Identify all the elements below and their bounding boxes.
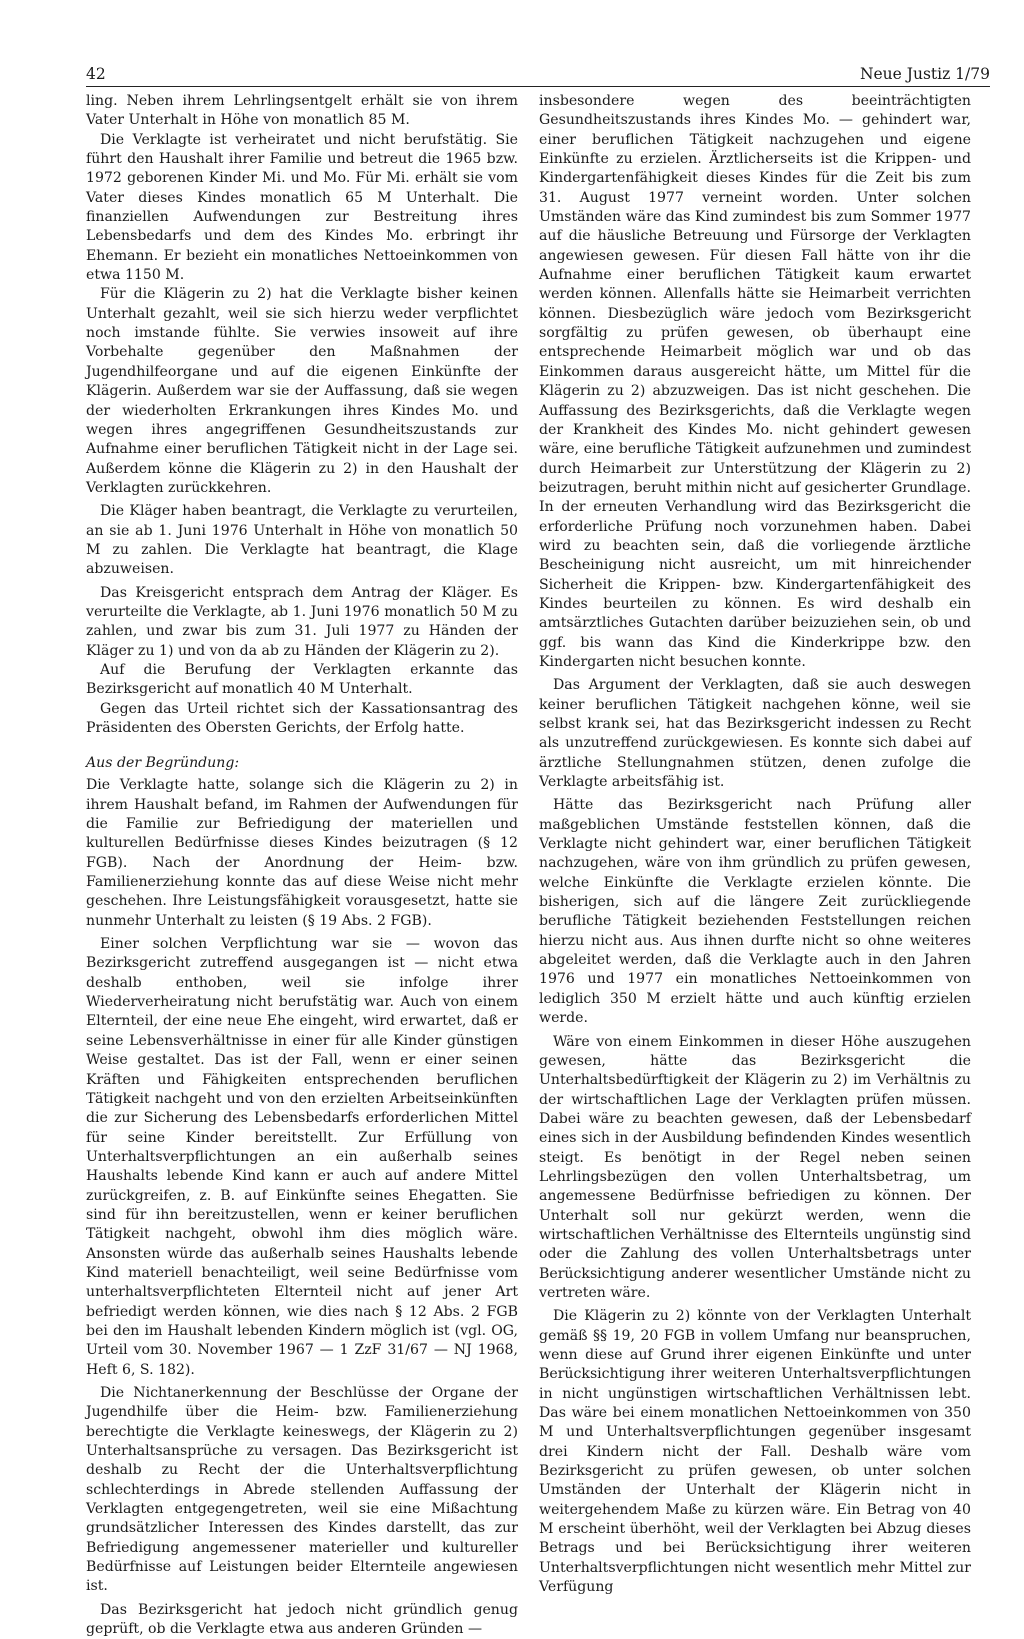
page-number: 42 [86,65,106,83]
section-heading: Aus der Begründung: [86,755,240,772]
paragraph: Die Kläger haben beantragt, die Verklagte zu verurteilen, an sie ab 1. Juni 1976 Unterhalt in Höhe von monatlich 50 M zu zahlen. Die Verklagte hat beantragt, die Klage abzuweisen. [86,503,518,578]
paragraph: Einer solchen Verpflichtung war sie — wovon das Bezirksgericht zutreffend ausgegangen ist — nicht etwa deshalb enthoben, weil sie infolge ihrer Wiederverheiratung nicht berufstätig war. Auch von einem Elternteil, der eine neue Ehe eingeht, wird erwartet, daß er seine Lebensverhältnisse in einer für alle Kinder günstigen Weise gestaltet. Das ist der Fall, wenn er einer seinen Kräften und Fähigkeiten entsprechenden beruflichen Tätigkeit nachgeht und von den erzielten Arbeitseinkünften die zur Sicherung des Lebensbedarfs erforderlichen Mittel für seine Kinder bereitstellt. Zur Erfüllung von Unterhaltsverpflichtungen an ein außerhalb seines Haushalts lebende Kind kann er auch auf andere Mittel zurückgreifen, z. B. auf Einkünfte seines Ehegatten. Sie sind für ihn bereitzustellen, wenn er keiner beruflichen Tätigkeit nachgeht, obwohl ihm dies möglich wäre. Ansonsten würde das außerhalb seines Haushalts lebende Kind materiell benachteiligt, weil seine Bedürfnisse vom unterhaltsverpflichteten Elternteil nicht auf jener Art befriedigt werden können, wie dies nach § 12 Abs. 2 FGB bei den im Haushalt lebenden Kindern möglich ist (vgl. OG, Urteil vom 30. November 1967 — 1 ZzF 31/67 — NJ 1968, Heft 6, S. 182). [86,936,518,1378]
paragraph: insbesondere wegen des beeinträchtigten Gesundheitszustands ihres Kindes Mo. — gehindert war, einer beruflichen Tätigkeit nachzugehen und eigene Einkünfte zu erzielen. Ärztlicherseits ist die Krippen- und Kindergartenfähigkeit dieses Kindes für die Zeit bis zum 31. August 1977 verneint worden. Unter solchen Umständen wäre das Kind zumindest bis zum Sommer 1977 auf die häusliche Betreuung und Fürsorge der Verklagten angewiesen gewesen. Für diesen Fall hätte von ihr die Aufnahme einer beruflichen Tätigkeit kaum erwartet werden können. Allenfalls hätte sie Heimarbeit verrichten können. Diesbezüglich wäre jedoch vom Bezirksgericht sorgfältig zu prüfen gewesen, ob überhaupt eine entsprechende Heimarbeit möglich war und ob das Einkommen daraus ausgereicht hätte, um Mittel für die Klägerin zu 2) abzuzweigen. Das ist nicht geschehen. Die Auffassung des Bezirksgerichts, daß die Verklagte wegen der Krankheit des Kindes Mo. nicht gehindert gewesen wäre, eine berufliche Tätigkeit aufzunehmen und zumindest durch Heimarbeit zur Unterstützung der Klägerin zu 2) beizutragen, beruht mithin nicht auf gesicherter Grundlage. In der erneuten Verhandlung wird das Bezirksgericht die erforderliche Prüfung noch vorzunehmen haben. Dabei wird zu beachten sein, daß die vorliegende ärztliche Bescheinigung nicht ausreicht, um mit hinreichender Sicherheit die Krippen- bzw. Kindergartenfähigkeit des Kindes beurteilen zu können. Es wird deshalb ein amtsärztliches Gutachten darüber beizuziehen sein, ob und ggf. bis wann das Kind die Kinderkrippe bzw. den Kindergarten nicht besuchen konnte. [539,93,971,670]
paragraph: Die Verklagte ist verheiratet und nicht berufstätig. Sie führt den Haushalt ihrer Familie und betreut die 1965 bzw. 1972 geborenen Kinder Mi. und Mo. Für Mi. erhält sie vom Vater dieses Kindes monatlich 65 M Unterhalt. Die finanziellen Aufwendungen zur Bestreitung ihres Lebensbedarfs und dem des Kindes Mo. erbringt ihr Ehemann. Er bezieht ein monatliches Nettoeinkommen von etwa 1150 M. [86,131,518,284]
paragraph: Wäre von einem Einkommen in dieser Höhe auszugehen gewesen, hätte das Bezirksgericht die Unterhaltsbedürftigkeit der Klägerin zu 2) im Verhältnis zu der wirtschaftlichen Lage der Verklagten prüfen müssen. Dabei wäre zu beachten gewesen, daß der Lebensbedarf eines sich in der Ausbildung befindenden Kindes wesentlich steigt. Es benötigt in der Regel neben seinen Lehrlingsbezügen den vollen Unterhaltsbetrag, um angemessene Bedürfnisse befriedigen zu können. Der Unterhalt soll nur gekürzt werden, wenn die wirtschaftlichen Verhältnisse des Elternteils ungünstig sind oder die Zahlung des vollen Unterhaltsbetrags unter Berücksichtigung anderer wesentlicher Umstände nicht zu vertreten wäre. [539,1033,971,1301]
paragraph: Hätte das Bezirksgericht nach Prüfung aller maßgeblichen Umstände feststellen können, daß die Verklagte nicht gehindert war, einer beruflichen Tätigkeit nachzugehen, wäre von ihm gründlich zu prüfen gewesen, welche Einkünfte die Verklagte erzielen könnte. Die bisherigen, sich auf die längere Zeit zurückliegende berufliche Tätigkeit beziehenden Feststellungen reichen hierzu nicht aus. Aus ihnen durfte nicht so ohne weiteres abgeleitet werden, daß die Verklagte auch in den Jahren 1976 und 1977 ein monatliches Nettoeinkommen von lediglich 350 M erzielt hätte und auch künftig erzielen werde. [539,797,971,1027]
paragraph: Auf die Berufung der Verklagten erkannte das Bezirksgericht auf monatlich 40 M Unterhalt. [86,661,518,698]
paragraph: Die Nichtanerkennung der Beschlüsse der Organe der Jugendhilfe über die Heim- bzw. Familienerziehung berechtigte die Verklagte keineswegs, der Klägerin zu 2) Unterhaltsansprüche zu versagen. Das Bezirksgericht ist deshalb zu Recht der die Unterhaltsverpflichtung schlechterdings in Abrede stellenden Auffassung der Verklagten entgegengetreten, weil sie eine Mißachtung grundsätzlicher Interessen des Kindes darstellt, das zur Befriedigung angemessener materieller und kultureller Bedürfnisse auf Leistungen beider Elternteile angewiesen ist. [86,1385,518,1595]
paragraph: Gegen das Urteil richtet sich der Kassationsantrag des Präsidenten des Obersten Gerichts, der Erfolg hatte. [86,700,518,736]
paragraph: Das Bezirksgericht hat jedoch nicht gründlich genug geprüft, ob die Verklagte etwa aus anderen Gründen — [86,1601,518,1638]
paragraph: Für die Klägerin zu 2) hat die Verklagte bisher keinen Unterhalt gezahlt, weil sie sich hierzu weder verpflichtet noch imstande fühlte. Sie verwies insoweit auf ihre Vorbehalte gegenüber den Maßnahmen der Jugendhilfeorgane und auf die eigenen Einkünfte der Klägerin. Außerdem war sie der Auffassung, daß sie wegen der wiederholten Erkrankungen ihres Kindes Mo. und wegen ihres angegriffenen Gesundheitszustands zur Aufnahme einer beruflichen Tätigkeit nicht in der Lage sei. Außerdem könne die Klägerin zu 2) in den Haushalt der Verklagten zurückkehren. [86,286,518,496]
header-rule [86,86,990,87]
journal-title: Neue Justiz 1/79 [859,65,990,83]
paragraph: Die Verklagte hatte, solange sich die Klägerin zu 2) in ihrem Haushalt befand, im Rahmen der Aufwendungen für die Familie zur Befriedigung der materiellen und kulturellen Bedürfnisse dieses Kindes beizutragen (§ 12 FGB). Nach der Anordnung der Heim- bzw. Familienerziehung konnte das auf diese Weise nicht mehr geschehen. Ihre Leistungsfähigkeit vorausgesetzt, hatte sie nunmehr Unterhalt zu leisten (§ 19 Abs. 2 FGB). [86,777,518,929]
right-column [539,92,971,1597]
paragraph: Das Kreisgericht entsprach dem Antrag der Kläger. Es verurteilte die Verklagte, ab 1. Juni 1976 monatlich 50 M zu zahlen, und zwar bis zum 31. Juli 1977 zu Händen der Kläger zu 1) und von da ab zu Händen der Klägerin zu 2). [86,584,518,659]
left-column [86,92,518,1639]
paragraph: Das Argument der Verklagten, daß sie auch deswegen keiner beruflichen Tätigkeit nachgehen könne, weil sie selbst krank sei, hat das Bezirksgericht indessen zu Recht als unzutreffend zurückgewiesen. Es konnte sich dabei auf ärztliche Stellungnahmen stützen, denen zufolge die Verklagte arbeitsfähig ist. [539,677,971,791]
paragraph: Die Klägerin zu 2) könnte von der Verklagten Unterhalt gemäß §§ 19, 20 FGB in vollem Umfang nur beanspruchen, wenn diese auf Grund ihrer eigenen Einkünfte und unter Berücksichtigung ihrer weiteren Unterhaltsverpflichtungen in nicht ungünstigen wirtschaftlichen Verhältnissen lebt. Das wäre bei einem monatlichen Nettoeinkommen von 350 M und Unterhaltsverpflichtungen gegenüber insgesamt drei Kindern nicht der Fall. Deshalb wäre vom Bezirksgericht zu prüfen gewesen, ob unter solchen Umständen der Unterhalt der Klägerin nicht in weitergehendem Maße zu kürzen wäre. Ein Betrag von 40 M erscheint überhöht, weil der Verklagten bei Abzug dieses Betrags und bei Berücksichtigung ihrer weiteren Unterhaltsverpflichtungen nicht wesentlich mehr Mittel zur Verfügung [539,1308,971,1596]
page-header [86,64,990,86]
paragraph: ling. Neben ihrem Lehrlingsentgelt erhält sie von ihrem Vater Unterhalt in Höhe von monatlich 85 M. [86,93,518,129]
